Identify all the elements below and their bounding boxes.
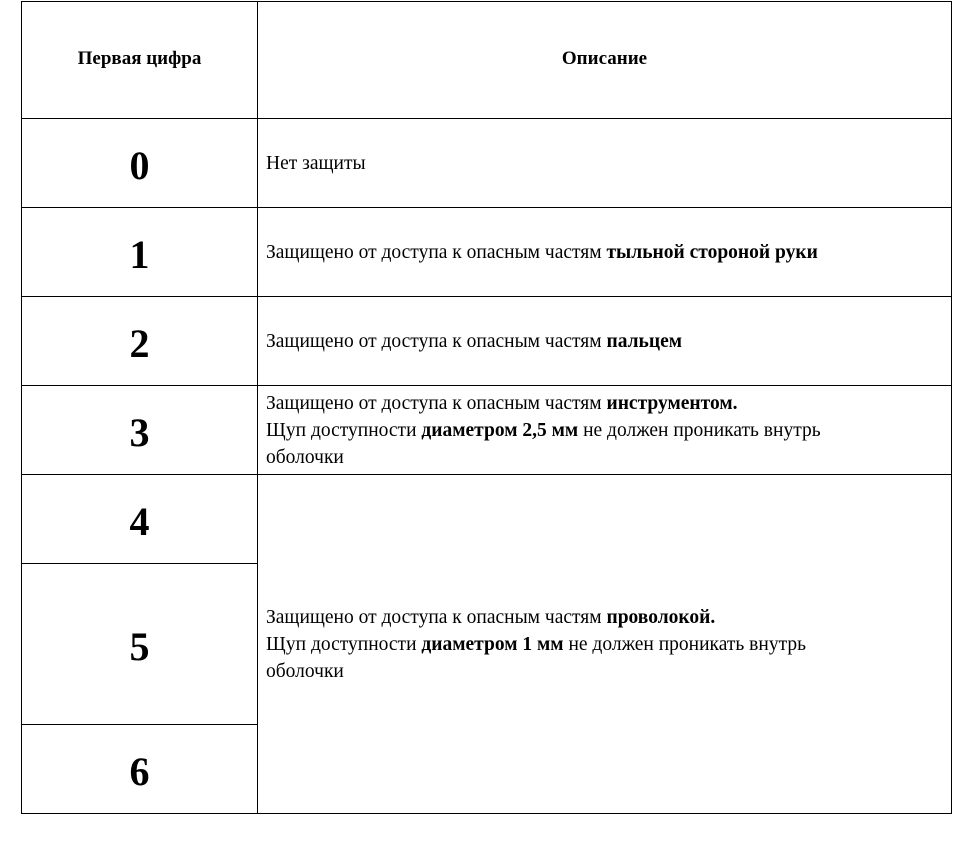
digit-value: 3 — [129, 410, 150, 455]
digit-cell — [22, 564, 258, 725]
description-emphasis: диаметром 1 мм — [421, 633, 564, 655]
header-description — [258, 2, 952, 119]
table-row — [22, 119, 952, 208]
header-first-digit — [22, 2, 258, 119]
table-row — [22, 386, 952, 475]
ip-first-digit-table — [21, 1, 952, 814]
description-line — [266, 328, 943, 355]
digit-cell — [22, 208, 258, 297]
description-line — [266, 417, 943, 444]
description-cell — [258, 208, 952, 297]
description-line — [266, 604, 943, 631]
description-text: Защищено от доступа к опасным частям — [266, 606, 607, 628]
digit-value: 4 — [129, 499, 150, 544]
digit-value: 0 — [129, 143, 150, 188]
digit-value: 2 — [129, 321, 150, 366]
description-text: Защищено от доступа к опасным частям — [266, 392, 607, 414]
table-row — [22, 297, 952, 386]
description-emphasis: проволокой. — [606, 606, 716, 628]
description-cell — [258, 386, 952, 475]
description-line: оболочки — [266, 660, 344, 682]
description-line — [266, 390, 943, 417]
digit-cell — [22, 725, 258, 814]
description-line: оболочки — [266, 446, 344, 468]
header-description-label: Описание — [561, 48, 648, 69]
description-text: не должен проникать внутрь — [563, 633, 806, 655]
description-line — [266, 631, 943, 658]
merged-description-cell — [258, 475, 952, 814]
description-cell — [258, 119, 952, 208]
description-text: Щуп доступности — [266, 419, 422, 441]
table-header-row — [22, 2, 952, 119]
description-cell — [258, 297, 952, 386]
description-text: Защищено от доступа к опасным частям — [266, 330, 607, 352]
table-row — [22, 208, 952, 297]
digit-value: 1 — [129, 232, 150, 277]
ip-code-table-wrapper — [21, 1, 952, 814]
description-text: Защищено от доступа к опасным частям — [266, 241, 607, 263]
digit-cell — [22, 297, 258, 386]
digit-cell — [22, 475, 258, 564]
description-emphasis: диаметром 2,5 мм — [421, 419, 579, 441]
header-first-digit-label: Первая цифра — [77, 48, 202, 69]
description-emphasis: инструментом. — [606, 392, 738, 414]
description-emphasis: тыльной стороной руки — [606, 241, 818, 263]
digit-value: 5 — [129, 624, 150, 669]
description-emphasis: пальцем — [606, 330, 683, 352]
description-text: Нет защиты — [266, 152, 366, 174]
table-row — [22, 475, 952, 564]
digit-cell — [22, 386, 258, 475]
description-text: Щуп доступности — [266, 633, 422, 655]
description-line — [266, 239, 943, 266]
digit-value: 6 — [129, 749, 150, 794]
description-text: не должен проникать внутрь — [578, 419, 821, 441]
digit-cell — [22, 119, 258, 208]
